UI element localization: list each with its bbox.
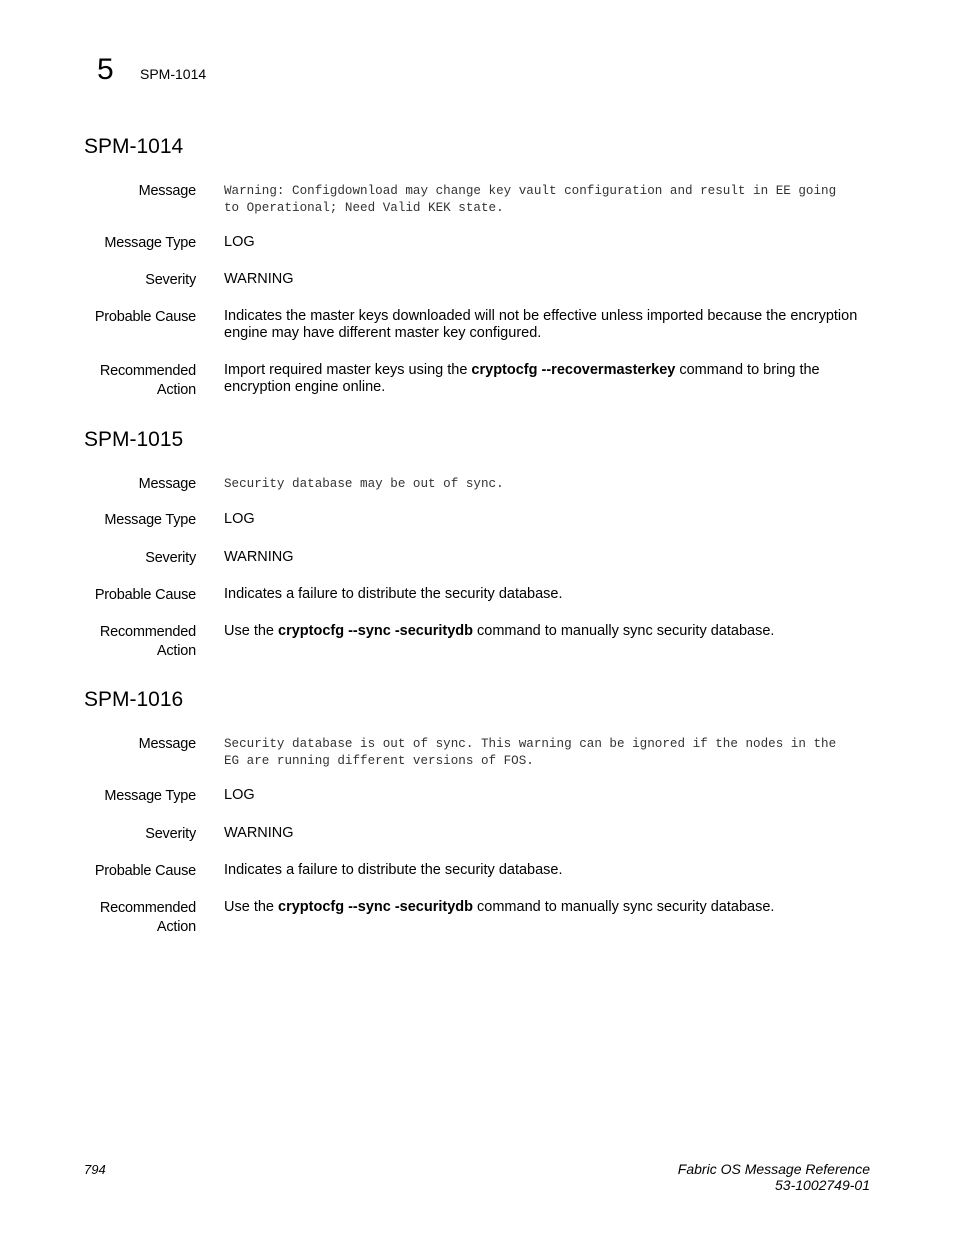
action-text: Import required master keys using the — [224, 362, 472, 378]
action-text: Use the — [224, 623, 278, 639]
command-name: cryptocfg --recovermasterkey — [471, 362, 676, 378]
label-line: Action — [156, 919, 196, 935]
message-label: Message — [138, 736, 196, 752]
message-type-value: LOG — [224, 234, 255, 250]
section-title: SPM-1015 — [84, 428, 184, 451]
label-line: Recommended — [99, 363, 196, 379]
message-type-label: Message Type — [104, 788, 196, 804]
label-line: Recommended — [99, 624, 196, 640]
severity-value: WARNING — [224, 549, 294, 565]
severity-value: WARNING — [224, 271, 294, 287]
action-text: command to bring the encryption engine online. — [224, 362, 820, 395]
section-title: SPM-1014 — [84, 135, 184, 158]
message-text — [224, 476, 874, 493]
section-title: SPM-1016 — [84, 688, 184, 711]
message-line: Warning: Configdownload may change key vault configuration and result in EE going — [224, 184, 837, 198]
command-name: cryptocfg --sync -securitydb — [278, 899, 473, 915]
action-text: Use the — [224, 899, 278, 915]
probable-cause-value: Indicates a failure to distribute the security database. — [224, 862, 563, 878]
recommended-action-value — [224, 623, 874, 640]
message-type-label: Message Type — [104, 235, 196, 251]
label-line: Action — [156, 643, 196, 659]
label-line: Action — [156, 382, 196, 398]
message-type-value: LOG — [224, 787, 255, 803]
action-text: command to manually sync security database. — [473, 623, 775, 639]
document-footer — [678, 1161, 870, 1193]
probable-cause-label: Probable Cause — [94, 587, 196, 603]
command-name: cryptocfg --sync -securitydb — [278, 623, 473, 639]
recommended-action-value — [224, 899, 874, 916]
message-text — [224, 183, 874, 217]
probable-cause-label: Probable Cause — [94, 863, 196, 879]
probable-cause-label: Probable Cause — [94, 309, 196, 325]
running-head: SPM-1014 — [140, 66, 207, 82]
message-line: Security database is out of sync. This warning can be ignored if the nodes in the — [224, 737, 837, 751]
message-text — [224, 736, 874, 770]
document-title: Fabric OS Message Reference — [677, 1161, 870, 1177]
page-number: 794 — [84, 1162, 106, 1177]
message-line: Security database may be out of sync. — [224, 477, 504, 491]
message-type-value: LOG — [224, 511, 255, 527]
action-text: command to manually sync security database. — [473, 899, 775, 915]
recommended-action-label — [66, 362, 196, 400]
message-label: Message — [138, 183, 196, 199]
chapter-number: 5 — [97, 53, 114, 86]
probable-cause-value: Indicates a failure to distribute the security database. — [224, 586, 563, 602]
message-label: Message — [138, 476, 196, 492]
label-line: Recommended — [99, 900, 196, 916]
severity-label: Severity — [145, 826, 196, 842]
recommended-action-label — [66, 623, 196, 661]
severity-label: Severity — [145, 272, 196, 288]
message-line: to Operational; Need Valid KEK state. — [224, 201, 504, 215]
message-line: EG are running different versions of FOS. — [224, 754, 534, 768]
message-type-label: Message Type — [104, 512, 196, 528]
recommended-action-label — [66, 899, 196, 937]
probable-cause-value: Indicates the master keys downloaded will not be effective unless imported because the encryption engine may have different master key configured. — [224, 308, 858, 341]
recommended-action-value — [224, 362, 874, 396]
document-number: 53-1002749-01 — [775, 1177, 870, 1193]
severity-label: Severity — [145, 550, 196, 566]
severity-value: WARNING — [224, 825, 294, 841]
